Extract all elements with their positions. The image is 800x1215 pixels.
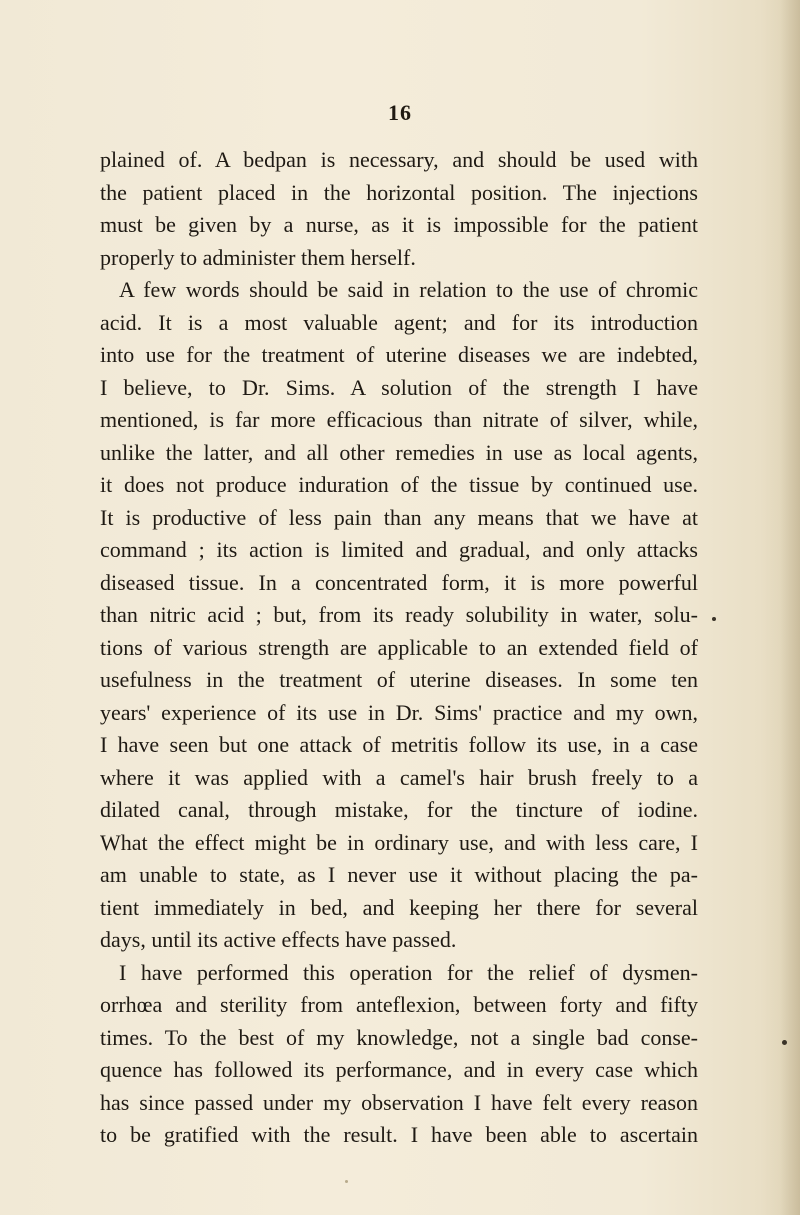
text-line: than nitric acid ; but, from its ready solubility in water, solu- — [100, 602, 698, 627]
page-edge-shadow — [780, 0, 800, 1215]
text-line: into use for the treatment of uterine diseases we are indebted, — [100, 342, 698, 367]
text-line: What the effect might be in ordinary use, and with less care, I — [100, 829, 698, 855]
text-line: diseased tissue. In a concentrated form, it is more powerful — [100, 569, 698, 595]
text-line: am unable to state, as I never use it without placing the pa- — [100, 862, 698, 887]
text-line: quence has followed its performance, and in every case which — [100, 1057, 698, 1082]
text-line: mentioned, is far more efficacious than nitrate of silver, while, — [100, 407, 698, 432]
text-line: command ; its action is limited and gradual, and only attacks — [100, 537, 698, 562]
text-line: A few words should be said in relation to the use of chromic — [119, 277, 698, 302]
page-number: 16 — [388, 100, 412, 125]
text-line: has since passed under my observation I have felt every reason — [100, 1089, 698, 1115]
text-line: usefulness in the treatment of uterine diseases. In some ten — [100, 667, 698, 692]
text-line: It is productive of less pain than any means that we have at — [100, 504, 698, 530]
paper-speck — [712, 617, 716, 621]
text-line: I have performed this operation for the relief of dysmen- — [119, 959, 698, 985]
text-line: to be gratified with the result. I have been able to ascertain — [100, 1122, 698, 1147]
text-line: acid. It is a most valuable agent; and for its introduction — [100, 309, 698, 335]
paper-speck — [345, 1180, 348, 1183]
body-text — [100, 144, 698, 1152]
text-line: dilated canal, through mistake, for the tincture of iodine. — [100, 797, 698, 822]
text-line: unlike the latter, and all other remedies in use as local agents, — [100, 439, 698, 465]
text-line: years' experience of its use in Dr. Sims' practice and my own, — [100, 699, 698, 725]
text-line: properly to administer them herself. — [100, 244, 416, 270]
text-line: tient immediately in bed, and keeping her there for several — [100, 894, 698, 920]
text-line: must be given by a nurse, as it is impossible for the patient — [100, 212, 698, 237]
text-line: I believe, to Dr. Sims. A solution of the strength I have — [100, 374, 698, 400]
text-line: plained of. A bedpan is necessary, and should be used with — [100, 147, 698, 172]
text-line: where it was applied with a camel's hair brush freely to a — [100, 764, 698, 790]
text-line: tions of various strength are applicable to an extended field of — [100, 634, 698, 660]
paper-speck — [782, 1040, 787, 1045]
text-line: times. To the best of my knowledge, not a single bad conse- — [100, 1024, 698, 1050]
text-line: days, until its active effects have passed. — [100, 927, 457, 952]
text-line: orrhœa and sterility from anteflexion, between forty and fifty — [100, 992, 698, 1017]
text-line: the patient placed in the horizontal position. The injections — [100, 179, 698, 205]
text-line: it does not produce induration of the tissue by continued use. — [100, 472, 698, 497]
text-line: I have seen but one attack of metritis follow its use, in a case — [100, 732, 698, 757]
